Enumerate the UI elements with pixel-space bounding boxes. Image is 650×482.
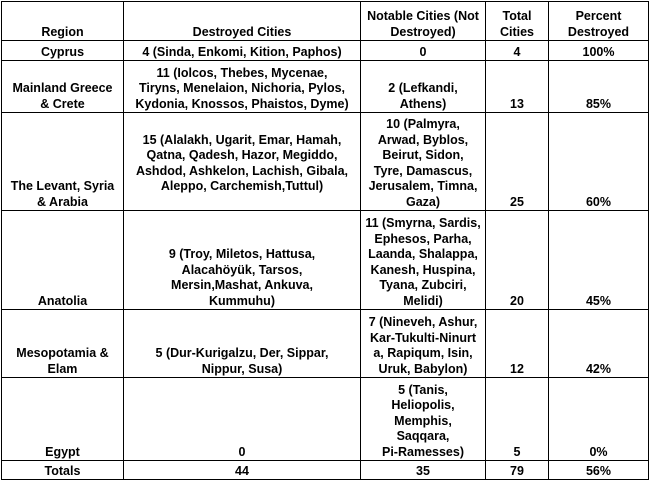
not-destroyed-cell: 10 (Palmyra, Arwad, Byblos, Beirut, Sidon, Tyre, Damascus, Jerusalem, Timna, Gaza) <box>361 113 486 211</box>
percent-cell: 60% <box>549 113 649 211</box>
percent-cell: 45% <box>549 211 649 310</box>
destroyed-cell: 4 (Sinda, Enkomi, Kition, Paphos) <box>124 41 361 61</box>
not-destroyed-cell: 0 <box>361 41 486 61</box>
total-cell: 13 <box>486 61 549 113</box>
not-destroyed-cell: 11 (Smyrna, Sardis, Ephesos, Parha, Laanda, Shalappa, Kanesh, Huspina, Tyana, Zubciri, Melidi) <box>361 211 486 310</box>
percent-cell: 100% <box>549 41 649 61</box>
totals-label: Totals <box>2 461 124 480</box>
table-row <box>2 310 649 378</box>
table-row <box>2 211 649 310</box>
totals-row <box>2 461 649 480</box>
region-cell: The Levant, Syria & Arabia <box>2 113 124 211</box>
not-destroyed-cell: 2 (Lefkandi, Athens) <box>361 61 486 113</box>
region-cell: Cyprus <box>2 41 124 61</box>
percent-cell: 85% <box>549 61 649 113</box>
totals-total: 79 <box>486 461 549 480</box>
destroyed-cell: 5 (Dur-Kurigalzu, Der, Sippar, Nippur, Susa) <box>124 310 361 378</box>
total-cell: 5 <box>486 378 549 461</box>
total-cell: 4 <box>486 41 549 61</box>
destroyed-cell: 11 (Iolcos, Thebes, Mycenae, Tiryns, Menelaion, Nichoria, Pylos, Kydonia, Knossos, Phaistos, Dyme) <box>124 61 361 113</box>
destroyed-cell: 9 (Troy, Miletos, Hattusa, Alacahöyük, Tarsos, Mersin,Mashat, Ankuva, Kummuhu) <box>124 211 361 310</box>
percent-cell: 42% <box>549 310 649 378</box>
table-row <box>2 61 649 113</box>
not-destroyed-cell: 5 (Tanis, Heliopolis, Memphis, Saqqara, Pi-Ramesses) <box>361 378 486 461</box>
header-percent-destroyed: Percent Destroyed <box>549 2 649 41</box>
not-destroyed-cell: 7 (Nineveh, Ashur, Kar-Tukulti-Ninurt a, Rapiqum, Isin, Uruk, Babylon) <box>361 310 486 378</box>
total-cell: 20 <box>486 211 549 310</box>
table-row <box>2 113 649 211</box>
percent-cell: 0% <box>549 378 649 461</box>
region-cell: Anatolia <box>2 211 124 310</box>
header-total-cities: Total Cities <box>486 2 549 41</box>
header-destroyed-cities: Destroyed Cities <box>124 2 361 41</box>
total-cell: 25 <box>486 113 549 211</box>
region-cell: Egypt <box>2 378 124 461</box>
header-notable-cities: Notable Cities (Not Destroyed) <box>361 2 486 41</box>
destroyed-cell: 0 <box>124 378 361 461</box>
table-row <box>2 378 649 461</box>
destroyed-cell: 15 (Alalakh, Ugarit, Emar, Hamah, Qatna, Qadesh, Hazor, Megiddo, Ashdod, Ashkelon, Lachish, Gibala, Aleppo, Carchemish,Tuttul) <box>124 113 361 211</box>
totals-percent: 56% <box>549 461 649 480</box>
total-cell: 12 <box>486 310 549 378</box>
region-cell: Mesopotamia & Elam <box>2 310 124 378</box>
header-row <box>2 2 649 41</box>
table-row <box>2 41 649 61</box>
cities-table <box>1 1 649 480</box>
header-region: Region <box>2 2 124 41</box>
totals-not-destroyed: 35 <box>361 461 486 480</box>
totals-destroyed: 44 <box>124 461 361 480</box>
region-cell: Mainland Greece & Crete <box>2 61 124 113</box>
